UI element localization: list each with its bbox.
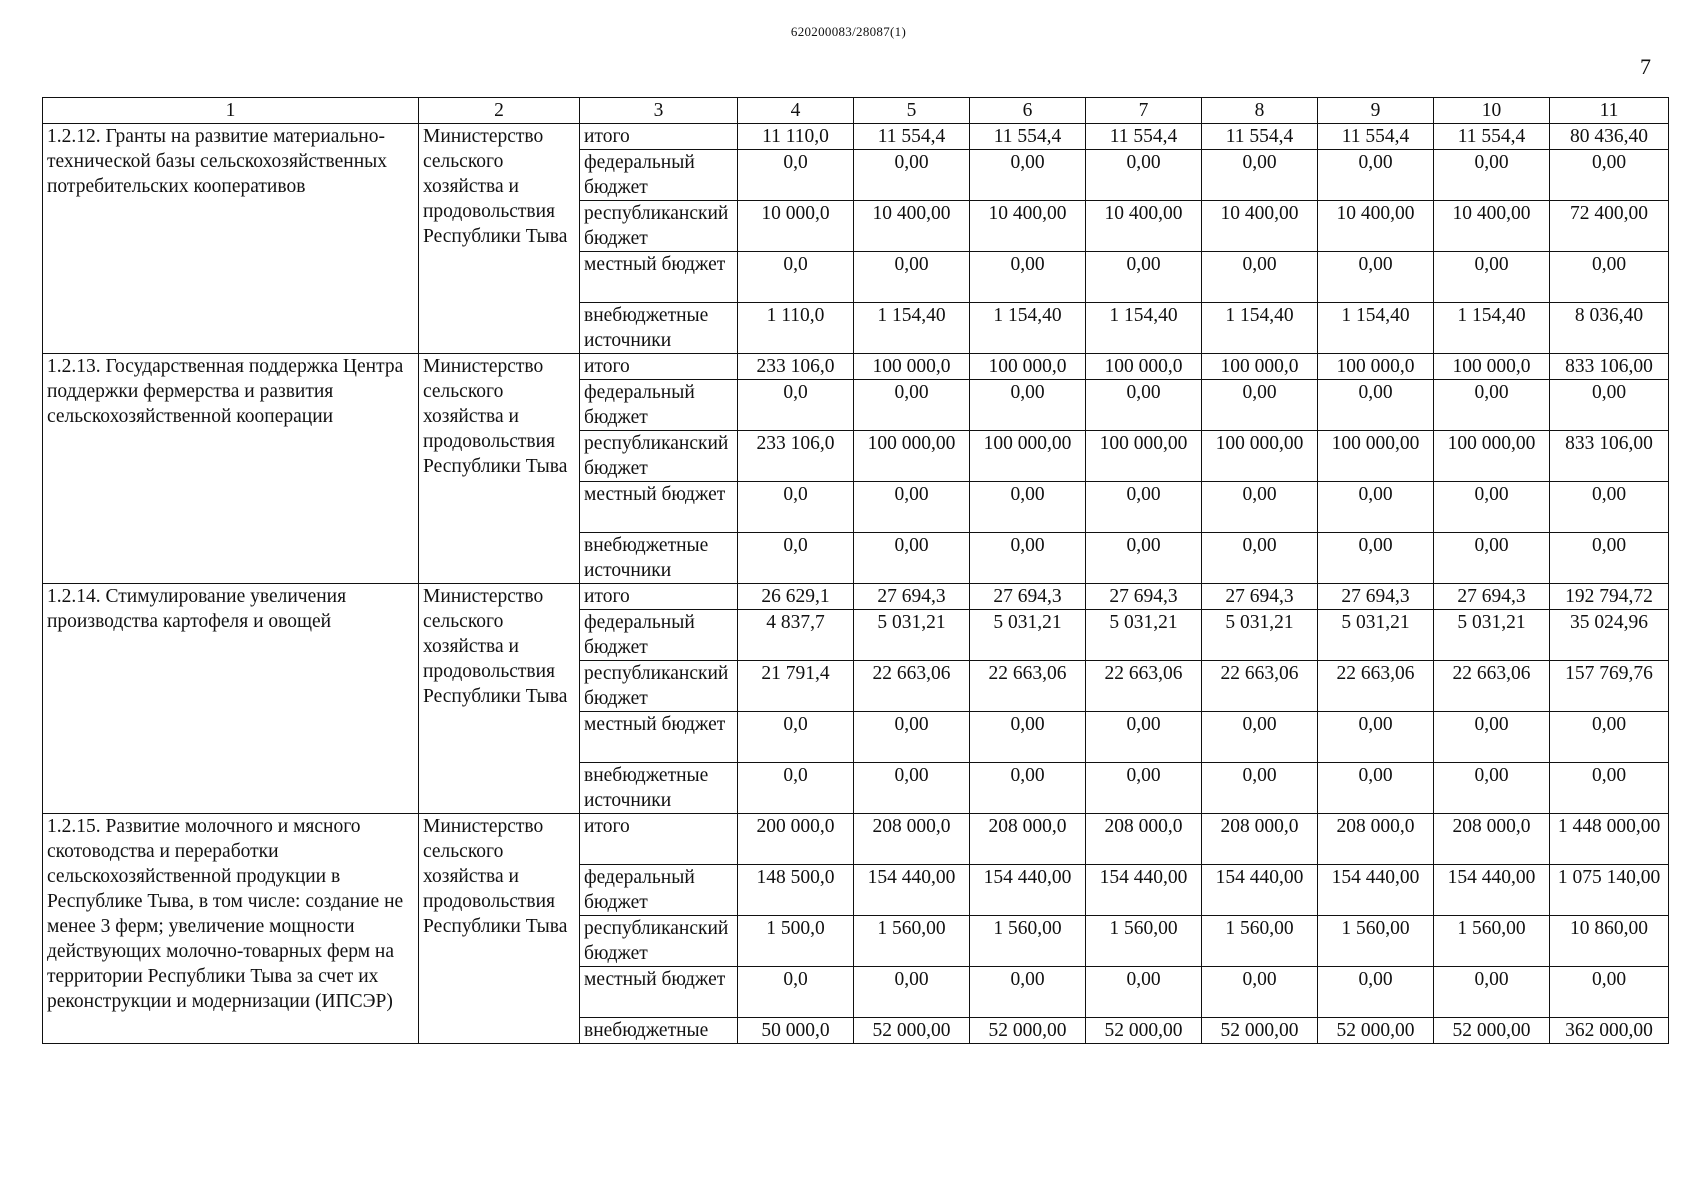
amount-cell: 0,00 (1202, 482, 1318, 533)
amount-cell: 0,00 (1202, 252, 1318, 303)
amount-cell: 100 000,00 (854, 431, 970, 482)
amount-cell: 157 769,76 (1550, 661, 1669, 712)
column-header: 3 (580, 98, 738, 124)
amount-cell: 208 000,0 (1318, 814, 1434, 865)
amount-cell: 1 154,40 (1434, 303, 1550, 354)
amount-cell: 0,00 (1318, 252, 1434, 303)
amount-cell: 0,00 (970, 763, 1086, 814)
amount-cell: 8 036,40 (1550, 303, 1669, 354)
amount-cell: 11 110,0 (738, 124, 854, 150)
amount-cell: 208 000,0 (854, 814, 970, 865)
amount-cell: 192 794,72 (1550, 584, 1669, 610)
amount-cell: 200 000,0 (738, 814, 854, 865)
amount-cell: 1 154,40 (1318, 303, 1434, 354)
funding-source: республиканский бюджет (580, 431, 738, 482)
amount-cell: 27 694,3 (854, 584, 970, 610)
funding-source: итого (580, 814, 738, 865)
amount-cell: 1 560,00 (1086, 916, 1202, 967)
amount-cell: 22 663,06 (854, 661, 970, 712)
funding-source: местный бюджет (580, 712, 738, 763)
column-header: 1 (43, 98, 419, 124)
amount-cell: 0,00 (1434, 712, 1550, 763)
amount-cell: 0,00 (1434, 150, 1550, 201)
amount-cell: 27 694,3 (1202, 584, 1318, 610)
measure-executor: Министерство сельского хозяйства и продовольствия Республики Тыва (419, 584, 580, 814)
measure-executor: Министерство сельского хозяйства и продовольствия Республики Тыва (419, 354, 580, 584)
column-header: 9 (1318, 98, 1434, 124)
amount-cell: 154 440,00 (854, 865, 970, 916)
funding-source: местный бюджет (580, 967, 738, 1018)
amount-cell: 0,00 (1434, 482, 1550, 533)
funding-source: федеральный бюджет (580, 865, 738, 916)
amount-cell: 100 000,0 (970, 354, 1086, 380)
funding-source: местный бюджет (580, 252, 738, 303)
amount-cell: 154 440,00 (1202, 865, 1318, 916)
amount-cell: 0,00 (1086, 150, 1202, 201)
amount-cell: 50 000,0 (738, 1018, 854, 1044)
amount-cell: 22 663,06 (1318, 661, 1434, 712)
amount-cell: 0,0 (738, 380, 854, 431)
amount-cell: 11 554,4 (970, 124, 1086, 150)
amount-cell: 27 694,3 (1318, 584, 1434, 610)
amount-cell: 100 000,0 (1202, 354, 1318, 380)
amount-cell: 0,0 (738, 967, 854, 1018)
amount-cell: 0,00 (1318, 482, 1434, 533)
measure-description: 1.2.12. Гранты на развитие материально-технической базы сельскохозяйственных потребительских кооперативов (43, 124, 419, 354)
amount-cell: 52 000,00 (1434, 1018, 1550, 1044)
amount-cell: 0,0 (738, 150, 854, 201)
document-id: 620200083/28087(1) (790, 24, 907, 39)
amount-cell: 362 000,00 (1550, 1018, 1669, 1044)
amount-cell: 10 400,00 (1318, 201, 1434, 252)
amount-cell: 0,00 (1434, 967, 1550, 1018)
amount-cell: 0,00 (1318, 533, 1434, 584)
amount-cell: 22 663,06 (1434, 661, 1550, 712)
measure-executor: Министерство сельского хозяйства и продовольствия Республики Тыва (419, 124, 580, 354)
amount-cell: 0,00 (1434, 533, 1550, 584)
amount-cell: 11 554,4 (1318, 124, 1434, 150)
budget-table (42, 97, 1669, 1044)
amount-cell: 52 000,00 (1318, 1018, 1434, 1044)
amount-cell: 0,00 (1550, 712, 1669, 763)
amount-cell: 0,0 (738, 252, 854, 303)
amount-cell: 100 000,00 (1318, 431, 1434, 482)
amount-cell: 10 860,00 (1550, 916, 1669, 967)
amount-cell: 10 400,00 (1086, 201, 1202, 252)
amount-cell: 0,00 (854, 150, 970, 201)
amount-cell: 0,00 (1202, 712, 1318, 763)
amount-cell: 0,00 (1550, 252, 1669, 303)
amount-cell: 4 837,7 (738, 610, 854, 661)
amount-cell: 0,00 (970, 380, 1086, 431)
amount-cell: 35 024,96 (1550, 610, 1669, 661)
amount-cell: 1 560,00 (1318, 916, 1434, 967)
amount-cell: 208 000,0 (1434, 814, 1550, 865)
amount-cell: 0,0 (738, 712, 854, 763)
amount-cell: 100 000,0 (1318, 354, 1434, 380)
amount-cell: 100 000,0 (854, 354, 970, 380)
amount-cell: 0,00 (854, 712, 970, 763)
amount-cell: 0,0 (738, 482, 854, 533)
amount-cell: 1 075 140,00 (1550, 865, 1669, 916)
amount-cell: 0,00 (970, 967, 1086, 1018)
amount-cell: 21 791,4 (738, 661, 854, 712)
amount-cell: 100 000,0 (1086, 354, 1202, 380)
funding-source: федеральный бюджет (580, 610, 738, 661)
amount-cell: 1 154,40 (1202, 303, 1318, 354)
amount-cell: 100 000,0 (1434, 354, 1550, 380)
amount-cell: 0,00 (1318, 150, 1434, 201)
amount-cell: 22 663,06 (1202, 661, 1318, 712)
amount-cell: 1 448 000,00 (1550, 814, 1669, 865)
amount-cell: 0,00 (854, 533, 970, 584)
amount-cell: 0,00 (1086, 482, 1202, 533)
amount-cell: 0,00 (1318, 712, 1434, 763)
column-header: 6 (970, 98, 1086, 124)
amount-cell: 0,00 (1318, 967, 1434, 1018)
amount-cell: 233 106,0 (738, 431, 854, 482)
amount-cell: 52 000,00 (854, 1018, 970, 1044)
amount-cell: 11 554,4 (1086, 124, 1202, 150)
table-row (43, 584, 1669, 610)
funding-source: местный бюджет (580, 482, 738, 533)
amount-cell: 0,00 (1086, 252, 1202, 303)
amount-cell: 154 440,00 (1434, 865, 1550, 916)
amount-cell: 80 436,40 (1550, 124, 1669, 150)
funding-source: республиканский бюджет (580, 201, 738, 252)
amount-cell: 0,00 (854, 967, 970, 1018)
funding-source: внебюджетные источники (580, 763, 738, 814)
amount-cell: 1 560,00 (854, 916, 970, 967)
amount-cell: 22 663,06 (1086, 661, 1202, 712)
amount-cell: 0,00 (1318, 380, 1434, 431)
amount-cell: 0,00 (1086, 533, 1202, 584)
amount-cell: 5 031,21 (1318, 610, 1434, 661)
amount-cell: 22 663,06 (970, 661, 1086, 712)
amount-cell: 27 694,3 (970, 584, 1086, 610)
amount-cell: 233 106,0 (738, 354, 854, 380)
amount-cell: 52 000,00 (1086, 1018, 1202, 1044)
amount-cell: 10 000,0 (738, 201, 854, 252)
amount-cell: 0,00 (1202, 380, 1318, 431)
amount-cell: 0,00 (1550, 380, 1669, 431)
amount-cell: 11 554,4 (854, 124, 970, 150)
table-row (43, 124, 1669, 150)
amount-cell: 154 440,00 (1086, 865, 1202, 916)
amount-cell: 1 560,00 (1434, 916, 1550, 967)
amount-cell: 100 000,00 (1202, 431, 1318, 482)
amount-cell: 100 000,00 (1434, 431, 1550, 482)
amount-cell: 1 110,0 (738, 303, 854, 354)
amount-cell: 0,00 (970, 712, 1086, 763)
amount-cell: 208 000,0 (1086, 814, 1202, 865)
funding-source: республиканский бюджет (580, 661, 738, 712)
amount-cell: 1 154,40 (970, 303, 1086, 354)
amount-cell: 154 440,00 (970, 865, 1086, 916)
column-header: 5 (854, 98, 970, 124)
column-header: 7 (1086, 98, 1202, 124)
amount-cell: 0,00 (854, 482, 970, 533)
funding-source: итого (580, 584, 738, 610)
amount-cell: 11 554,4 (1202, 124, 1318, 150)
measure-description: 1.2.15. Развитие молочного и мясного скотоводства и переработки сельскохозяйственной продукции в Республике Тыва, в том числе: создание не менее 3 ферм; увеличение мощности действующих молочно-товарных ферм на территории Республики Тыва за счет их реконструкции и модернизации (ИПСЭР) (43, 814, 419, 1044)
measure-description: 1.2.13. Государственная поддержка Центра поддержки фермерства и развития сельскохозяйственной кооперации (43, 354, 419, 584)
amount-cell: 0,00 (1202, 763, 1318, 814)
funding-source: итого (580, 354, 738, 380)
amount-cell: 0,00 (1086, 380, 1202, 431)
amount-cell: 0,00 (1550, 763, 1669, 814)
amount-cell: 5 031,21 (1086, 610, 1202, 661)
column-header: 10 (1434, 98, 1550, 124)
amount-cell: 0,00 (1202, 967, 1318, 1018)
amount-cell: 1 154,40 (1086, 303, 1202, 354)
table-row (43, 354, 1669, 380)
amount-cell: 0,00 (970, 482, 1086, 533)
funding-source: федеральный бюджет (580, 150, 738, 201)
amount-cell: 0,00 (1434, 252, 1550, 303)
amount-cell: 0,00 (1434, 380, 1550, 431)
funding-source: итого (580, 124, 738, 150)
amount-cell: 10 400,00 (854, 201, 970, 252)
amount-cell: 1 500,0 (738, 916, 854, 967)
measure-description: 1.2.14. Стимулирование увеличения производства картофеля и овощей (43, 584, 419, 814)
amount-cell: 5 031,21 (854, 610, 970, 661)
amount-cell: 0,00 (1318, 763, 1434, 814)
amount-cell: 5 031,21 (1434, 610, 1550, 661)
amount-cell: 10 400,00 (970, 201, 1086, 252)
amount-cell: 0,00 (970, 252, 1086, 303)
amount-cell: 0,00 (970, 150, 1086, 201)
amount-cell: 208 000,0 (970, 814, 1086, 865)
amount-cell: 5 031,21 (1202, 610, 1318, 661)
amount-cell: 0,00 (1550, 150, 1669, 201)
amount-cell: 148 500,0 (738, 865, 854, 916)
amount-cell: 10 400,00 (1202, 201, 1318, 252)
amount-cell: 72 400,00 (1550, 201, 1669, 252)
funding-source: внебюджетные источники (580, 533, 738, 584)
amount-cell: 0,00 (1086, 712, 1202, 763)
amount-cell: 52 000,00 (1202, 1018, 1318, 1044)
amount-cell: 0,00 (854, 380, 970, 431)
table-row (43, 814, 1669, 865)
amount-cell: 0,00 (854, 763, 970, 814)
amount-cell: 208 000,0 (1202, 814, 1318, 865)
amount-cell: 100 000,00 (1086, 431, 1202, 482)
funding-source: федеральный бюджет (580, 380, 738, 431)
amount-cell: 0,00 (1202, 533, 1318, 584)
funding-source: внебюджетные источники (580, 303, 738, 354)
amount-cell: 10 400,00 (1434, 201, 1550, 252)
amount-cell: 0,00 (1202, 150, 1318, 201)
column-header: 4 (738, 98, 854, 124)
amount-cell: 11 554,4 (1434, 124, 1550, 150)
measure-executor: Министерство сельского хозяйства и продовольствия Республики Тыва (419, 814, 580, 1044)
page-number: 7 (1640, 54, 1651, 79)
funding-source: внебюджетные (580, 1018, 738, 1044)
amount-cell: 0,00 (1086, 763, 1202, 814)
amount-cell: 0,00 (970, 533, 1086, 584)
amount-cell: 0,00 (1434, 763, 1550, 814)
amount-cell: 1 154,40 (854, 303, 970, 354)
column-header: 8 (1202, 98, 1318, 124)
amount-cell: 52 000,00 (970, 1018, 1086, 1044)
amount-cell: 100 000,00 (970, 431, 1086, 482)
amount-cell: 154 440,00 (1318, 865, 1434, 916)
funding-source: республиканский бюджет (580, 916, 738, 967)
header-row (43, 98, 1669, 124)
amount-cell: 833 106,00 (1550, 431, 1669, 482)
amount-cell: 27 694,3 (1434, 584, 1550, 610)
amount-cell: 27 694,3 (1086, 584, 1202, 610)
amount-cell: 0,00 (1086, 967, 1202, 1018)
amount-cell: 0,0 (738, 763, 854, 814)
amount-cell: 26 629,1 (738, 584, 854, 610)
column-header: 11 (1550, 98, 1669, 124)
amount-cell: 0,0 (738, 533, 854, 584)
amount-cell: 0,00 (1550, 533, 1669, 584)
amount-cell: 1 560,00 (1202, 916, 1318, 967)
amount-cell: 1 560,00 (970, 916, 1086, 967)
amount-cell: 833 106,00 (1550, 354, 1669, 380)
amount-cell: 0,00 (1550, 967, 1669, 1018)
amount-cell: 0,00 (854, 252, 970, 303)
amount-cell: 5 031,21 (970, 610, 1086, 661)
amount-cell: 0,00 (1550, 482, 1669, 533)
table-body (43, 124, 1669, 1044)
column-header: 2 (419, 98, 580, 124)
